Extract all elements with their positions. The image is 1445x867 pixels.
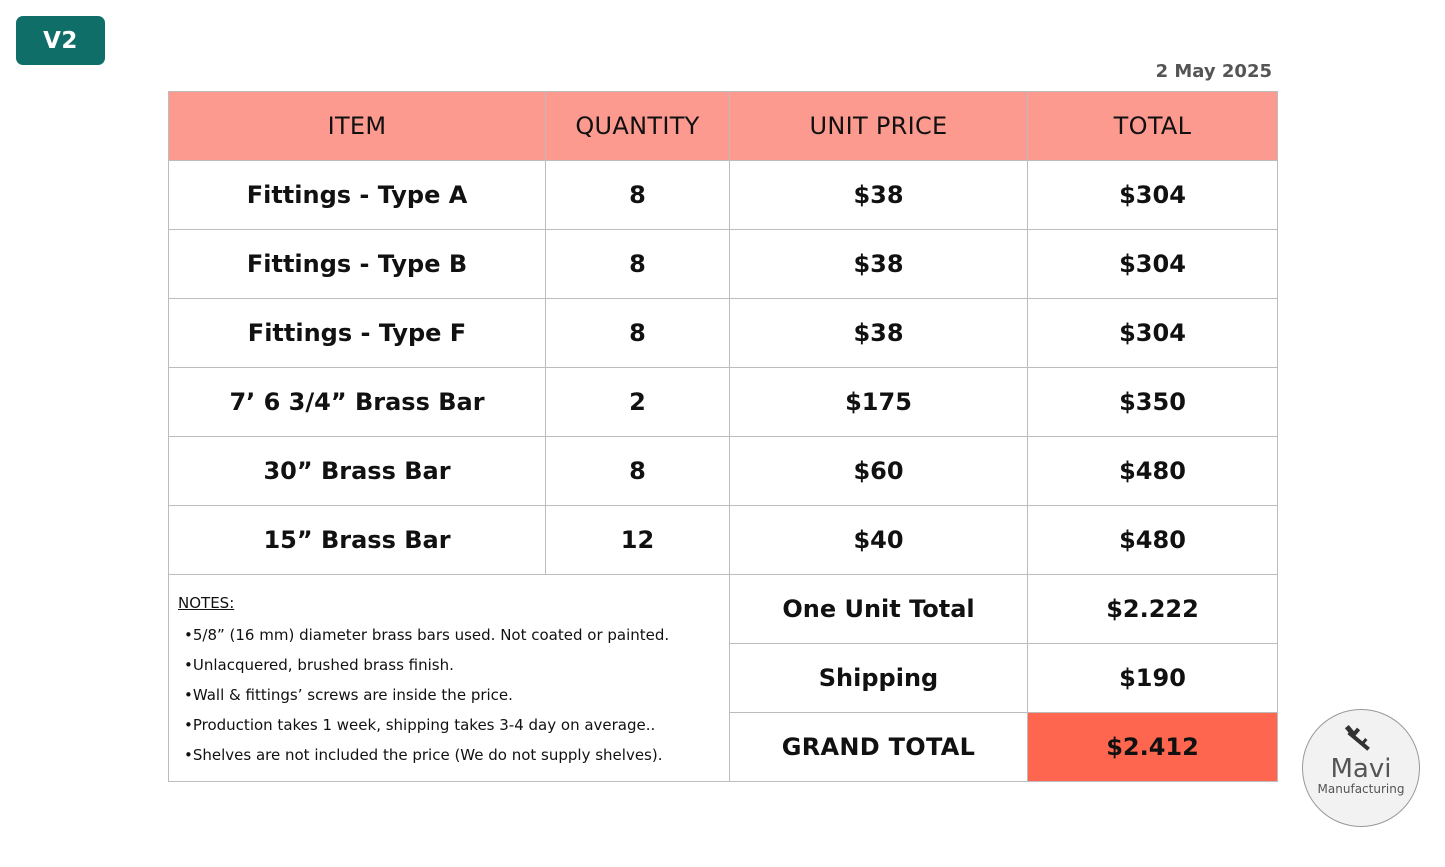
- caliper-icon: [1341, 722, 1381, 754]
- unit-total-label: One Unit Total: [730, 575, 1028, 644]
- summary-row-unit-total: [169, 575, 1278, 644]
- item-total: $304: [1028, 161, 1278, 230]
- item-quantity: 8: [546, 161, 730, 230]
- item-total: $304: [1028, 299, 1278, 368]
- item-quantity: 8: [546, 230, 730, 299]
- table-row: [169, 299, 1278, 368]
- grand-total-value: $2.412: [1028, 713, 1278, 782]
- header-unit-price: UNIT PRICE: [730, 92, 1028, 161]
- item-total: $480: [1028, 506, 1278, 575]
- logo-name: Mavi: [1330, 754, 1392, 784]
- item-quantity: 2: [546, 368, 730, 437]
- header-quantity: QUANTITY: [546, 92, 730, 161]
- quote-table: [168, 91, 1278, 782]
- note-item: • Unlacquered, brushed brass finish.: [184, 650, 720, 680]
- version-badge: V2: [16, 16, 105, 65]
- notes-section: [169, 575, 730, 782]
- table-header-row: [169, 92, 1278, 161]
- item-name: Fittings - Type A: [169, 161, 546, 230]
- item-unit-price: $38: [730, 230, 1028, 299]
- table-row: [169, 161, 1278, 230]
- note-item: • Production takes 1 week, shipping takes 3-4 day on average..: [184, 710, 720, 740]
- shipping-label: Shipping: [730, 644, 1028, 713]
- item-unit-price: $38: [730, 299, 1028, 368]
- grand-total-label: GRAND TOTAL: [730, 713, 1028, 782]
- table-row: [169, 506, 1278, 575]
- logo-subtitle: Manufacturing: [1317, 782, 1405, 796]
- item-name: Fittings - Type B: [169, 230, 546, 299]
- quote-date: 2 May 2025: [1155, 61, 1272, 82]
- item-quantity: 8: [546, 299, 730, 368]
- note-item: • Wall & fittings’ screws are inside the price.: [184, 680, 720, 710]
- table-row: [169, 437, 1278, 506]
- item-unit-price: $60: [730, 437, 1028, 506]
- item-quantity: 12: [546, 506, 730, 575]
- item-unit-price: $38: [730, 161, 1028, 230]
- table-row: [169, 368, 1278, 437]
- item-name: 30” Brass Bar: [169, 437, 546, 506]
- note-item: • Shelves are not included the price (We do not supply shelves).: [184, 740, 720, 770]
- item-name: 15” Brass Bar: [169, 506, 546, 575]
- header-total: TOTAL: [1028, 92, 1278, 161]
- item-unit-price: $40: [730, 506, 1028, 575]
- item-quantity: 8: [546, 437, 730, 506]
- item-name: 7’ 6 3/4” Brass Bar: [169, 368, 546, 437]
- item-total: $350: [1028, 368, 1278, 437]
- header-item: ITEM: [169, 92, 546, 161]
- company-logo: [1302, 709, 1420, 827]
- item-total: $304: [1028, 230, 1278, 299]
- table-row: [169, 230, 1278, 299]
- notes-title: NOTES:: [178, 594, 235, 612]
- item-name: Fittings - Type F: [169, 299, 546, 368]
- unit-total-value: $2.222: [1028, 575, 1278, 644]
- shipping-value: $190: [1028, 644, 1278, 713]
- notes-list: [178, 620, 720, 770]
- item-unit-price: $175: [730, 368, 1028, 437]
- item-total: $480: [1028, 437, 1278, 506]
- note-item: • 5/8” (16 mm) diameter brass bars used. Not coated or painted.: [184, 620, 720, 650]
